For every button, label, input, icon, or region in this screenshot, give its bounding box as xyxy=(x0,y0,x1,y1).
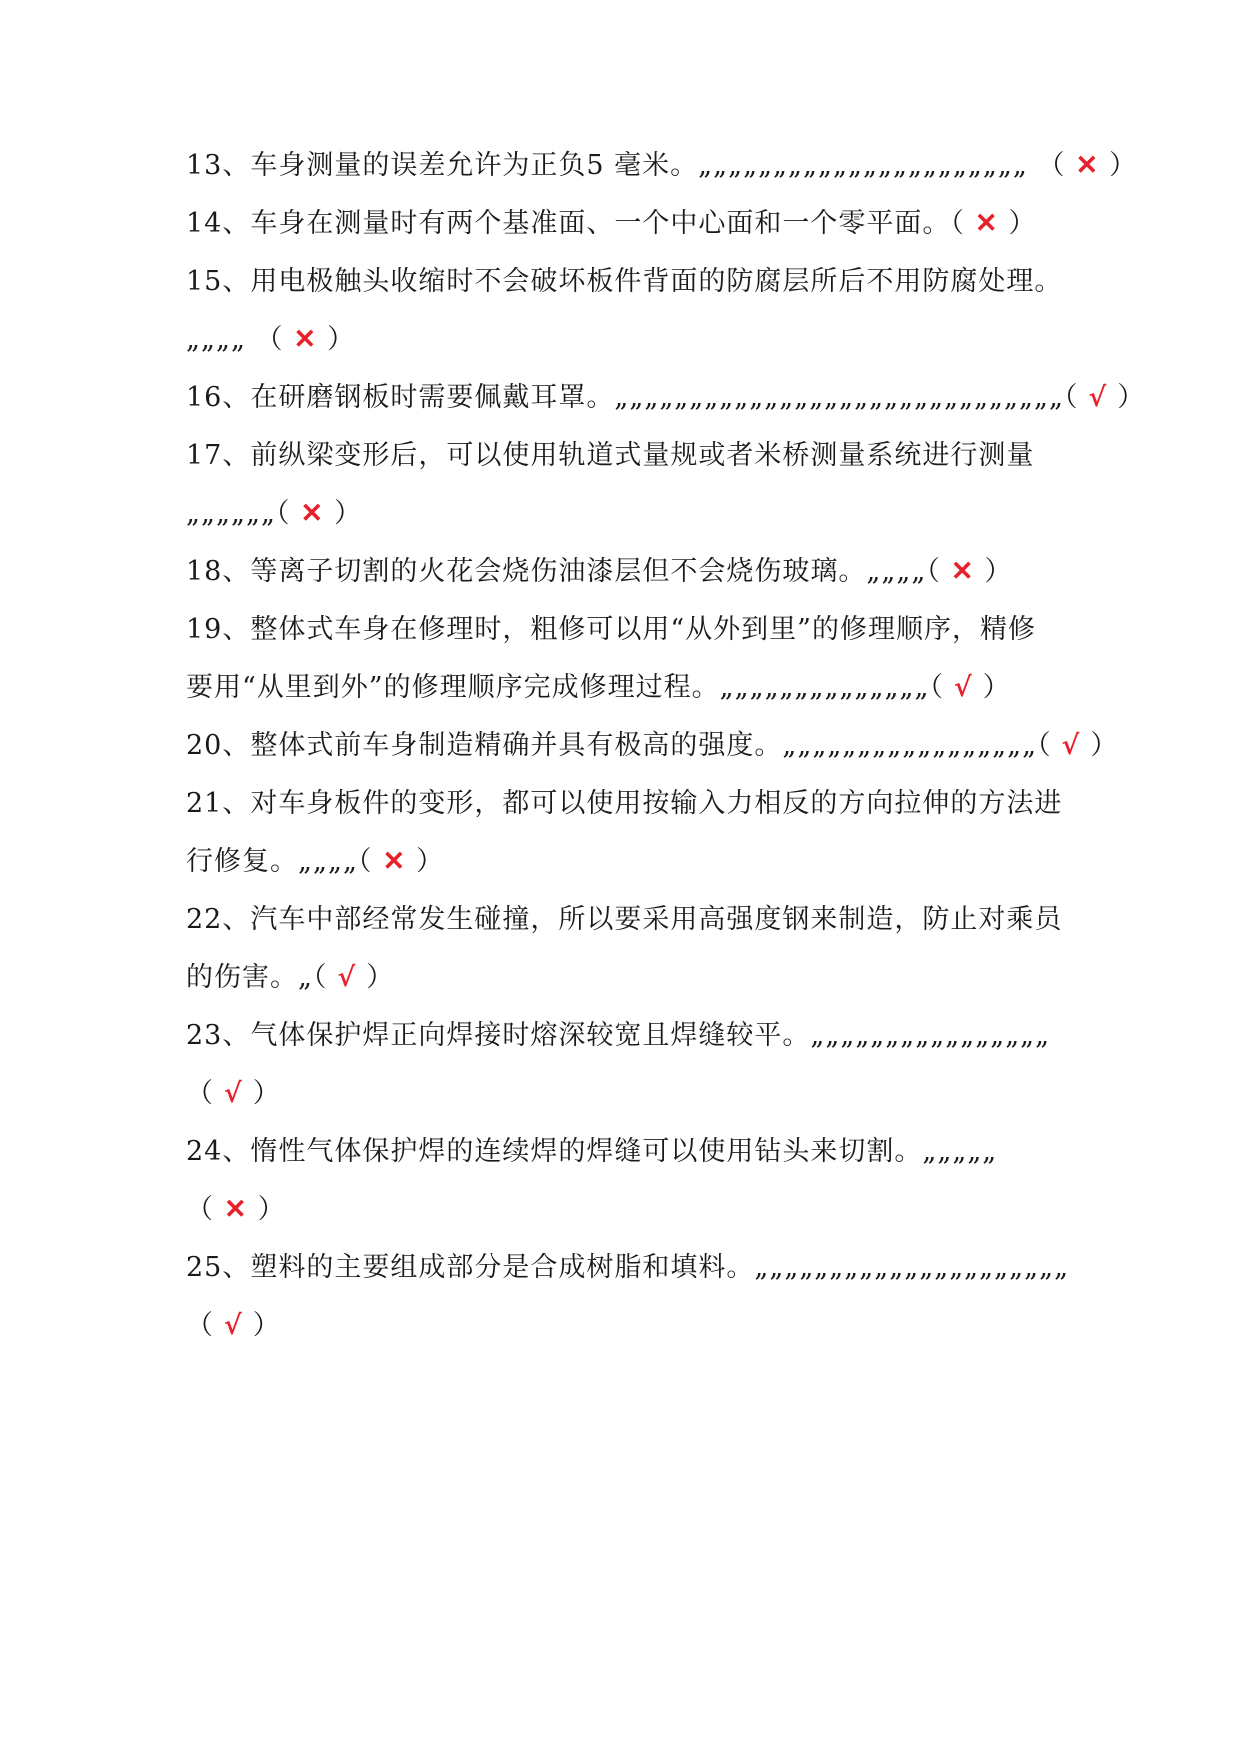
item-text: 24、惰性气体保护焊的连续焊的焊缝可以使用钻头来切割。„„„„„ xyxy=(186,1136,998,1167)
item-21 xyxy=(186,784,1086,824)
item-text: 25、塑料的主要组成部分是合成树脂和填料。„„„„„„„„„„„„„„„„„„„„„ xyxy=(186,1252,1070,1283)
wrong-mark-icon: ✕ xyxy=(300,498,325,529)
wrong-mark-icon: ✕ xyxy=(1075,150,1100,181)
item-text: 的伤害。„ xyxy=(186,962,313,993)
item-text: 行修复。„„„„ xyxy=(186,846,358,877)
check-mark-icon: √ xyxy=(224,1078,243,1109)
item-text: 19、整体式车身在修理时，粗修可以用“从外到里”的修理顺序，精修 xyxy=(186,614,1036,645)
check-mark-icon: √ xyxy=(953,672,973,703)
item-text: 17、前纵梁变形后，可以使用轨道式量规或者米桥测量系统进行测量 xyxy=(186,440,1035,471)
check-mark-icon: √ xyxy=(1061,730,1081,761)
item-19-cont: 要用“从里到外”的修理顺序完成修理过程。„„„„„„„„„„„„„„（ √ ） xyxy=(186,672,1011,703)
wrong-mark-icon: ✕ xyxy=(974,208,999,239)
item-25-cont: （ √ ） xyxy=(186,1310,281,1341)
item-text: „„„„ xyxy=(186,324,246,355)
wrong-mark-icon: ✕ xyxy=(293,324,318,355)
item-14: 14、车身在测量时有两个基准面、一个中心面和一个零平面。（ ✕ ） xyxy=(186,208,1037,239)
item-16: 16、在研磨钢板时需要佩戴耳罩。„„„„„„„„„„„„„„„„„„„„„„„„„„„„„„（ √ ） xyxy=(186,382,1146,413)
item-text: „„„„„„ xyxy=(186,498,276,529)
wrong-mark-icon: ✕ xyxy=(382,846,407,877)
item-text: 18、等离子切割的火花会烧伤油漆层但不会烧伤玻璃。„„„„ xyxy=(186,556,927,587)
wrong-mark-icon: ✕ xyxy=(950,556,975,587)
item-text: 16、在研磨钢板时需要佩戴耳罩。„„„„„„„„„„„„„„„„„„„„„„„„„„„„„„ xyxy=(186,382,1064,413)
item-20: 20、整体式前车身制造精确并具有极高的强度。„„„„„„„„„„„„„„„„„（ √ ） xyxy=(186,730,1119,761)
item-text: 14、车身在测量时有两个基准面、一个中心面和一个零平面。 xyxy=(186,208,951,239)
item-17-cont: „„„„„„（ ✕ ） xyxy=(186,498,363,529)
item-13: 13、车身测量的误差允许为正负5 毫米。„„„„„„„„„„„„„„„„„„„„„„ （ ✕ ） xyxy=(186,150,1138,181)
item-17 xyxy=(186,436,1086,476)
item-19 xyxy=(186,610,1086,650)
item-22-cont: 的伤害。„（ √ ） xyxy=(186,962,395,993)
check-mark-icon: √ xyxy=(337,962,357,993)
item-24 xyxy=(186,1132,1086,1172)
item-23-cont: （ √ ） xyxy=(186,1078,281,1109)
check-mark-icon: √ xyxy=(224,1310,243,1341)
check-mark-icon: √ xyxy=(1088,382,1108,413)
item-15 xyxy=(186,262,1086,302)
item-text: 22、汽车中部经常发生碰撞，所以要采用高强度钢来制造，防止对乘员 xyxy=(186,904,1063,935)
item-text: 13、车身测量的误差允许为正负5 毫米。„„„„„„„„„„„„„„„„„„„„„„ xyxy=(186,150,1028,181)
item-25 xyxy=(186,1248,1086,1288)
item-text: 15、用电极触头收缩时不会破坏板件背面的防腐层所后不用防腐处理。 xyxy=(186,266,1063,297)
item-21-cont: 行修复。„„„„（ ✕ ） xyxy=(186,846,445,877)
item-15-cont: „„„„ （ ✕ ） xyxy=(186,324,356,355)
item-text: 20、整体式前车身制造精确并具有极高的强度。„„„„„„„„„„„„„„„„„ xyxy=(186,730,1038,761)
wrong-mark-icon: ✕ xyxy=(224,1194,248,1225)
item-22 xyxy=(186,900,1086,940)
item-18: 18、等离子切割的火花会烧伤油漆层但不会烧伤玻璃。„„„„（ ✕ ） xyxy=(186,556,1013,587)
item-text: 21、对车身板件的变形，都可以使用按输入力相反的方向拉伸的方法进 xyxy=(186,788,1063,819)
item-text: 23、气体保护焊正向焊接时熔深较宽且焊缝较平。„„„„„„„„„„„„„„„„ xyxy=(186,1020,1051,1051)
item-24-cont: （ ✕ ） xyxy=(186,1194,286,1225)
item-text: 要用“从里到外”的修理顺序完成修理过程。„„„„„„„„„„„„„„ xyxy=(186,672,930,703)
item-23 xyxy=(186,1016,1086,1056)
